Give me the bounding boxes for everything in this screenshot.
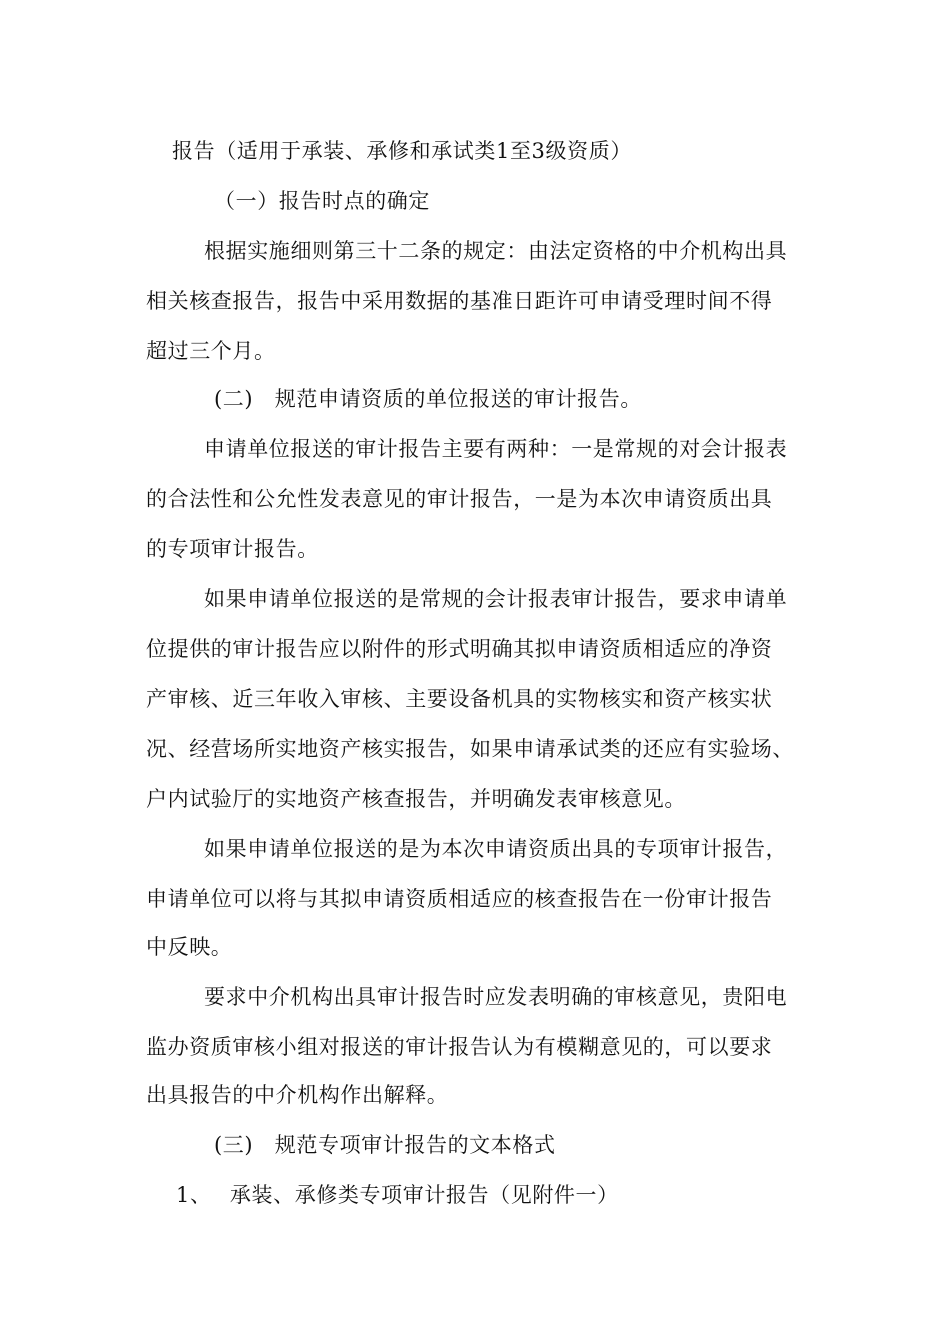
text-line: 位提供的审计报告应以附件的形式明确其拟申请资质相适应的净资 xyxy=(146,637,773,661)
text-line: 相关核查报告，报告中采用数据的基准日距许可申请受理时间不得 xyxy=(146,289,773,313)
text-line: 出具报告的中介机构作出解释。 xyxy=(146,1083,449,1107)
text-line: 产审核、近三年收入审核、主要设备机具的实物核实和资产核实状 xyxy=(146,687,773,711)
text-line: 申请单位可以将与其拟申请资质相适应的核查报告在一份审计报告 xyxy=(146,887,773,911)
list-item: 1、 承装、承修类专项审计报告（见附件一） xyxy=(176,1183,619,1207)
text-line: 监办资质审核小组对报送的审计报告认为有模糊意见的，可以要求 xyxy=(146,1035,773,1059)
text-line: 根据实施细则第三十二条的规定：由法定资格的中介机构出具 xyxy=(204,239,788,263)
section-heading-3: (三) 规范专项审计报告的文本格式 xyxy=(214,1133,556,1157)
text-line: 如果申请单位报送的是常规的会计报表审计报告，要求申请单 xyxy=(204,587,788,611)
text-line: 报告（适用于承装、承修和承试类1至3级资质） xyxy=(172,139,632,163)
section-heading-2: (二) 规范申请资质的单位报送的审计报告。 xyxy=(214,387,642,411)
section-heading-1: （一）报告时点的确定 xyxy=(214,189,430,213)
text-line: 超过三个月。 xyxy=(146,339,276,363)
text-line: 申请单位报送的审计报告主要有两种：一是常规的对会计报表 xyxy=(204,437,788,461)
text-line: 要求中介机构出具审计报告时应发表明确的审核意见，贵阳电 xyxy=(204,985,788,1009)
text-line: 户内试验厅的实地资产核查报告，并明确发表审核意见。 xyxy=(146,787,686,811)
text-line: 况、经营场所实地资产核实报告，如果申请承试类的还应有实验场、 xyxy=(146,737,794,761)
text-line: 中反映。 xyxy=(146,935,233,959)
text-line: 的专项审计报告。 xyxy=(146,537,319,561)
text-line: 如果申请单位报送的是为本次申请资质出具的专项审计报告， xyxy=(204,837,788,861)
text-line: 的合法性和公允性发表意见的审计报告，一是为本次申请资质出具 xyxy=(146,487,773,511)
